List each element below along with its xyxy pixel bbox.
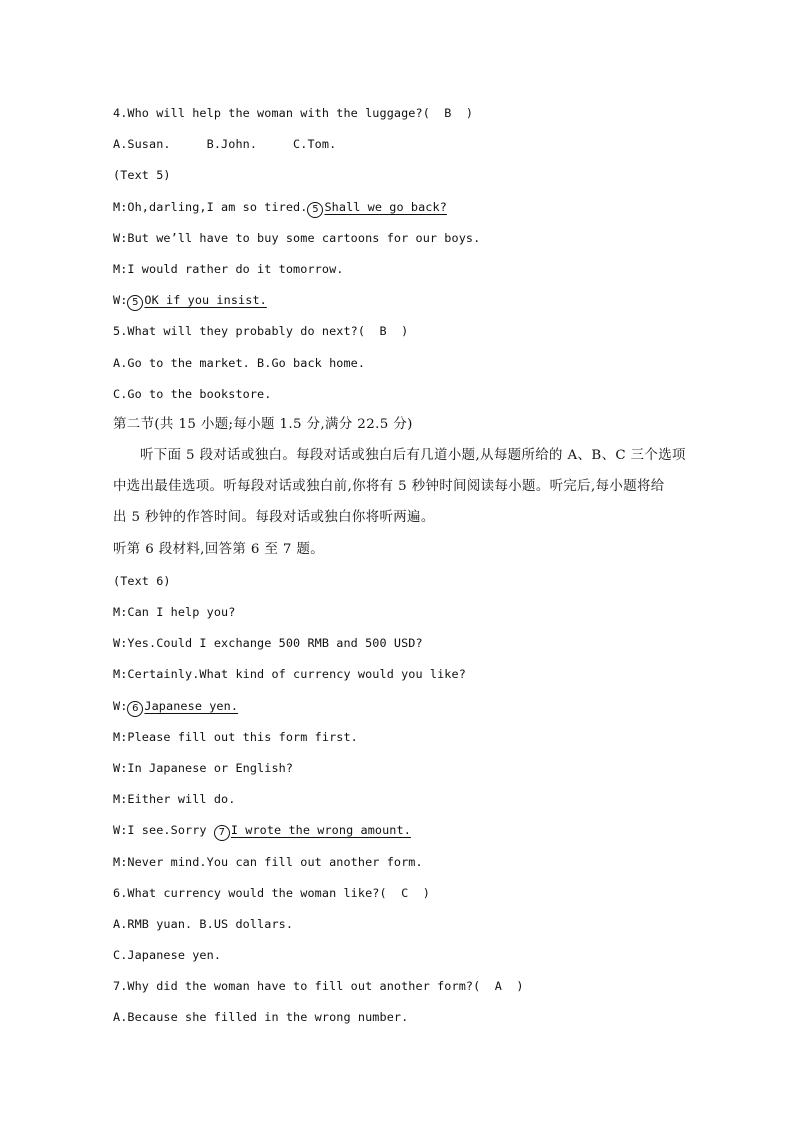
question-6-option-c: C.Japanese yen. [113, 948, 222, 963]
question-5-options-ab: A.Go to the market. B.Go back home. [113, 355, 366, 370]
question-5: 5.What will they probably do next?( B ) [113, 324, 409, 339]
circled-number-6: 6 [127, 701, 143, 717]
question-5-option-c: C.Go to the bookstore. [113, 386, 272, 401]
dialogue-line: M:Oh,darling,I am so tired. 5 Shall we go back? [113, 197, 693, 228]
instructions: 出 5 秒钟的作答时间。每段对话或独白你将听两遍。 [113, 510, 435, 526]
dialogue-line: M:Can I help you? [113, 605, 236, 619]
text-6-heading: (Text 6) [113, 573, 171, 588]
dialogue-line: W: 6 Japanese yen. [113, 696, 693, 727]
instructions: 中选出最佳选项。听每段对话或独白前,你将有 5 秒钟时间阅读每小题。听完后,每小题将给 [113, 479, 665, 495]
circled-number-5: 5 [127, 295, 143, 311]
question-7: 7.Why did the woman have to fill out another form?( A ) [113, 979, 524, 994]
underlined-answer: Shall we go back? [324, 199, 447, 214]
underlined-answer: OK if you insist. [144, 293, 267, 308]
dialogue-line: M:Never mind.You can fill out another form. [113, 854, 423, 869]
underlined-answer: Japanese yen. [144, 698, 239, 713]
instructions: 听下面 5 段对话或独白。每段对话或独白后有几道小题,从每题所给的 A、B、C 三个选项 [140, 448, 686, 464]
question-7-option-a: A.Because she filled in the wrong number. [113, 1010, 409, 1025]
question-6: 6.What currency would the woman like?( C ) [113, 885, 430, 900]
circled-number-5: 5 [307, 202, 323, 218]
dialogue-line: M:Certainly.What kind of currency would you like? [113, 667, 466, 682]
text-5-heading: (Text 5) [113, 168, 171, 183]
dialogue-line: W:I see.Sorry 7 I wrote the wrong amount. [113, 820, 693, 851]
circled-number-7: 7 [214, 825, 230, 841]
dialogue-line: W:In Japanese or English? [113, 760, 294, 775]
dialogue-line: M:I would rather do it tomorrow. [113, 261, 344, 276]
dialogue-line: M:Please fill out this form first. [113, 729, 358, 744]
dialogue-line: M:Either will do. [113, 792, 236, 807]
dialogue-line: W:Yes.Could I exchange 500 RMB and 500 USD? [113, 636, 423, 651]
question-4-options: A.Susan. B.John. C.Tom. [113, 137, 337, 152]
underlined-answer: I wrote the wrong amount. [230, 823, 411, 838]
section-heading: 第二节(共 15 小题;每小题 1.5 分,满分 22.5 分) [113, 416, 413, 432]
question-6-options-ab: A.RMB yuan. B.US dollars. [113, 916, 294, 931]
question-4: 4.Who will help the woman with the luggage?( B ) [113, 106, 474, 120]
material-heading: 听第 6 段材料,回答第 6 至 7 题。 [113, 541, 325, 557]
dialogue-line: W: 5 OK if you insist. [113, 290, 693, 321]
dialogue-line: W:But we’ll have to buy some cartoons for our boys. [113, 230, 481, 245]
document-page [113, 103, 693, 1039]
